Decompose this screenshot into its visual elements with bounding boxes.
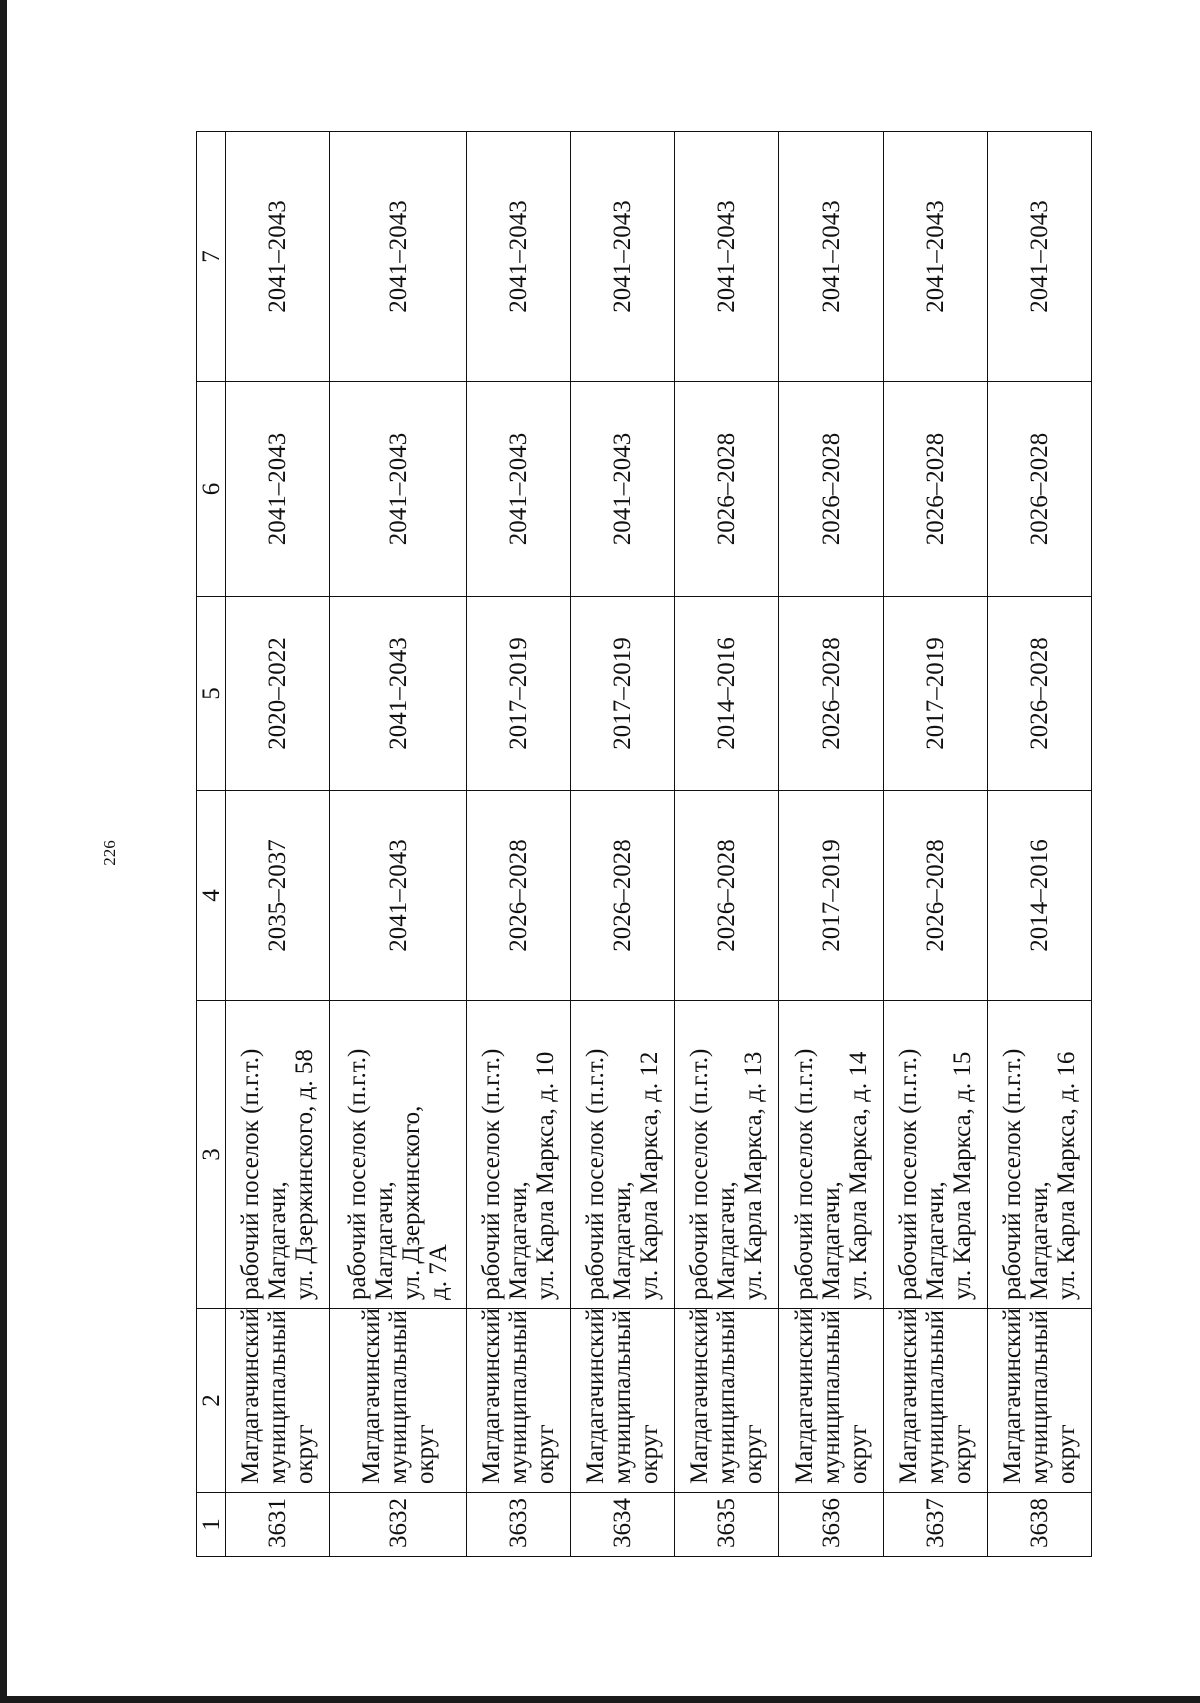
municipality-line: муниципальный: [817, 1310, 845, 1484]
address-line: Магдагачи,: [609, 1181, 637, 1300]
address-line: ул. Карла Маркса, д. 12: [636, 1051, 664, 1300]
page-number: 226: [100, 840, 119, 866]
address-line: ул. Дзержинского, д. 58: [291, 1049, 319, 1300]
period-cell-col6: 2026–2028: [779, 382, 883, 597]
municipality-cell: [330, 1309, 467, 1493]
period-cell-col5: 2026–2028: [779, 597, 883, 791]
table-row: [571, 132, 675, 1557]
period-cell-col6: 2026–2028: [675, 382, 779, 597]
municipality-line: муниципальный: [264, 1310, 292, 1484]
rotated-table-container: [196, 132, 1092, 1557]
period-cell-col6: 2041–2043: [571, 382, 675, 597]
address-cell: [779, 1001, 883, 1309]
municipality-line: Магдагачинский: [894, 1308, 922, 1484]
address-line: рабочий поселок (п.г.т.): [478, 1048, 506, 1300]
period-cell-col7: 2041–2043: [467, 132, 571, 382]
municipality-cell: [883, 1309, 987, 1493]
address-cell: [987, 1001, 1091, 1309]
row-number-cell: 3637: [883, 1493, 987, 1557]
address-line: рабочий поселок (п.г.т.): [582, 1048, 610, 1300]
column-header: 6: [197, 382, 226, 597]
period-cell-col6: 2041–2043: [467, 382, 571, 597]
municipality-cell: [226, 1309, 330, 1493]
address-line: ул. Карла Маркса, д. 15: [948, 1051, 976, 1300]
municipality-line: Магдагачинский: [237, 1308, 265, 1484]
address-line: Магдагачи,: [921, 1181, 949, 1300]
address-line: рабочий поселок (п.г.т.): [998, 1048, 1026, 1300]
municipality-cell: [467, 1309, 571, 1493]
municipality-cell: [675, 1309, 779, 1493]
period-cell-col4: 2041–2043: [330, 791, 467, 1001]
municipality-line: округ: [948, 1424, 976, 1484]
table-row: [226, 132, 330, 1557]
scan-edge-bottom: [0, 1696, 1200, 1703]
scan-edge-left: [0, 0, 7, 1703]
address-line: рабочий поселок (п.г.т.): [686, 1048, 714, 1300]
table-row: [779, 132, 883, 1557]
municipality-cell: [571, 1309, 675, 1493]
address-cell: [883, 1001, 987, 1309]
period-cell-col5: 2017–2019: [467, 597, 571, 791]
address-line: Магдагачи,: [1025, 1181, 1053, 1300]
column-header: 3: [197, 1001, 226, 1309]
period-cell-col5: 2014–2016: [675, 597, 779, 791]
address-line: Магдагачи,: [713, 1181, 741, 1300]
address-line: рабочий поселок (п.г.т.): [344, 1048, 372, 1300]
municipality-line: Магдагачинский: [478, 1308, 506, 1484]
municipality-line: Магдагачинский: [686, 1308, 714, 1484]
municipality-line: округ: [636, 1424, 664, 1484]
address-line: рабочий поселок (п.г.т.): [790, 1048, 818, 1300]
period-cell-col4: 2035–2037: [226, 791, 330, 1001]
column-header: 5: [197, 597, 226, 791]
table-row: [467, 132, 571, 1557]
municipality-line: Магдагачинский: [998, 1308, 1026, 1484]
period-cell-col5: 2020–2022: [226, 597, 330, 791]
municipality-line: муниципальный: [921, 1310, 949, 1484]
period-cell-col7: 2041–2043: [987, 132, 1091, 382]
table-row: [883, 132, 987, 1557]
municipality-line: Магдагачинский: [357, 1308, 385, 1484]
municipality-line: муниципальный: [505, 1310, 533, 1484]
municipality-cell: [987, 1309, 1091, 1493]
header-row: [197, 132, 226, 1557]
period-cell-col7: 2041–2043: [675, 132, 779, 382]
row-number-cell: 3631: [226, 1493, 330, 1557]
address-cell: [467, 1001, 571, 1309]
column-header: 1: [197, 1493, 226, 1557]
row-number-cell: 3632: [330, 1493, 467, 1557]
table-row: [987, 132, 1091, 1557]
address-line: Магдагачи,: [505, 1181, 533, 1300]
address-cell: [675, 1001, 779, 1309]
address-cell: [571, 1001, 675, 1309]
period-cell-col5: 2017–2019: [883, 597, 987, 791]
municipality-line: муниципальный: [713, 1310, 741, 1484]
municipality-line: округ: [411, 1424, 439, 1484]
period-cell-col4: 2026–2028: [571, 791, 675, 1001]
municipality-line: округ: [1052, 1424, 1080, 1484]
period-cell-col6: 2026–2028: [883, 382, 987, 597]
row-number-cell: 3638: [987, 1493, 1091, 1557]
period-cell-col6: 2041–2043: [226, 382, 330, 597]
municipality-line: округ: [532, 1424, 560, 1484]
table-body: [226, 132, 1092, 1557]
period-cell-col5: 2017–2019: [571, 597, 675, 791]
row-number-cell: 3633: [467, 1493, 571, 1557]
municipality-line: округ: [844, 1424, 872, 1484]
period-cell-col7: 2041–2043: [226, 132, 330, 382]
period-cell-col7: 2041–2043: [330, 132, 467, 382]
address-line: д. 7А: [425, 1244, 453, 1300]
address-line: Магдагачи,: [817, 1181, 845, 1300]
row-number-cell: 3635: [675, 1493, 779, 1557]
period-cell-col4: 2026–2028: [675, 791, 779, 1001]
municipality-line: округ: [740, 1424, 768, 1484]
municipality-line: муниципальный: [609, 1310, 637, 1484]
period-cell-col4: 2026–2028: [467, 791, 571, 1001]
address-cell: [330, 1001, 467, 1309]
period-cell-col4: 2017–2019: [779, 791, 883, 1001]
column-header: 4: [197, 791, 226, 1001]
municipality-line: муниципальный: [1025, 1310, 1053, 1484]
address-line: ул. Карла Маркса, д. 14: [844, 1051, 872, 1300]
municipality-cell: [779, 1309, 883, 1493]
address-line: рабочий поселок (п.г.т.): [894, 1048, 922, 1300]
address-line: ул. Дзержинского,: [398, 1105, 426, 1300]
address-line: ул. Карла Маркса, д. 13: [740, 1051, 768, 1300]
address-line: ул. Карла Маркса, д. 10: [532, 1051, 560, 1300]
municipality-line: Магдагачинский: [582, 1308, 610, 1484]
registry-table: [196, 131, 1092, 1557]
address-line: рабочий поселок (п.г.т.): [237, 1048, 265, 1300]
period-cell-col6: 2026–2028: [987, 382, 1091, 597]
period-cell-col7: 2041–2043: [883, 132, 987, 382]
period-cell-col4: 2014–2016: [987, 791, 1091, 1001]
row-number-cell: 3634: [571, 1493, 675, 1557]
address-line: ул. Карла Маркса, д. 16: [1052, 1051, 1080, 1300]
address-cell: [226, 1001, 330, 1309]
address-line: Магдагачи,: [264, 1181, 292, 1300]
address-line: Магдагачи,: [371, 1181, 399, 1300]
period-cell-col5: 2026–2028: [987, 597, 1091, 791]
municipality-line: Магдагачинский: [790, 1308, 818, 1484]
table-row: [675, 132, 779, 1557]
row-number-cell: 3636: [779, 1493, 883, 1557]
municipality-line: муниципальный: [384, 1310, 412, 1484]
column-header: 2: [197, 1309, 226, 1493]
table-row: [330, 132, 467, 1557]
period-cell-col5: 2041–2043: [330, 597, 467, 791]
municipality-line: округ: [291, 1424, 319, 1484]
column-header: 7: [197, 132, 226, 382]
period-cell-col4: 2026–2028: [883, 791, 987, 1001]
period-cell-col7: 2041–2043: [571, 132, 675, 382]
period-cell-col6: 2041–2043: [330, 382, 467, 597]
period-cell-col7: 2041–2043: [779, 132, 883, 382]
